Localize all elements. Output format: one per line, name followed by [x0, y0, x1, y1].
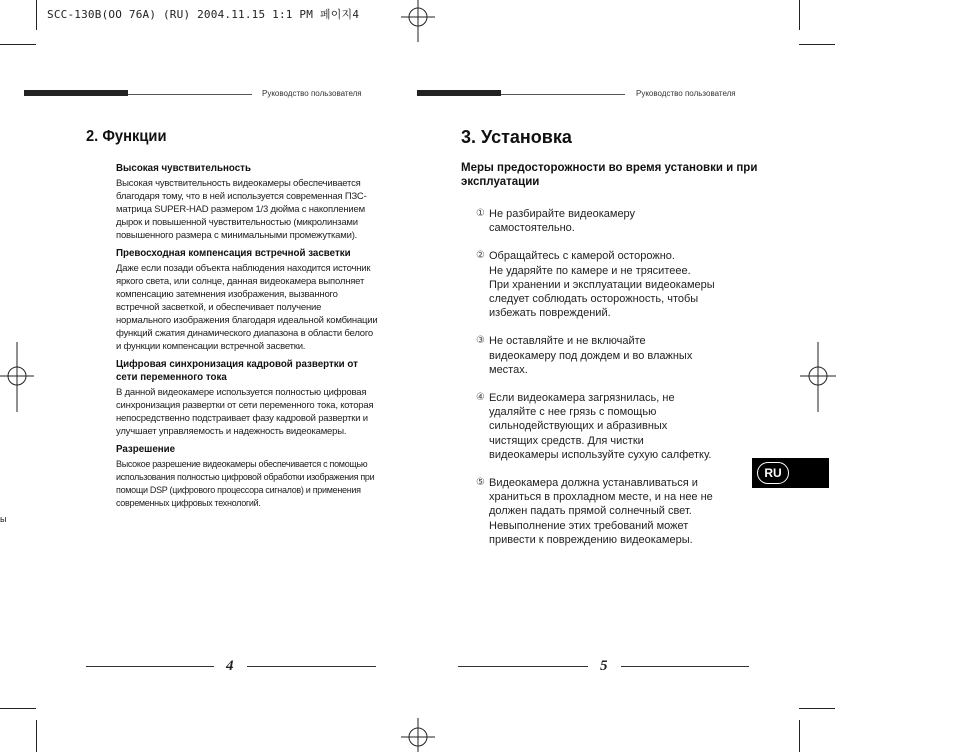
- item-text: Не оставляйте и не включайте видеокамеру под дождем и во влажных местах.: [489, 335, 693, 376]
- running-head-left: Руководство пользователя: [262, 89, 362, 98]
- print-slug: SCC-130B(OO 76A) (RU) 2004.11.15 1:1 PM 페이지4: [47, 8, 360, 21]
- crop-mark: [36, 720, 37, 752]
- feature-text: В данной видеокамере используется полностью цифровая синхронизация развертки от сети переменного тока, которая непосредственно подстраивает фазу кадровой развертки и улучшает управляемость и надежность видеокамеры.: [116, 387, 374, 437]
- precautions-heading: Меры предосторожности во время установки и при эксплуатации: [461, 162, 758, 188]
- registration-mark-icon: [401, 0, 435, 44]
- registration-mark-icon: [401, 718, 435, 752]
- page-title-installation: 3. Установка: [461, 127, 572, 147]
- list-item: [448, 249, 761, 320]
- crop-mark: [0, 708, 36, 709]
- page-number-left: 4: [226, 658, 234, 674]
- footer-rule: [621, 666, 749, 667]
- registration-mark-icon: [800, 342, 836, 412]
- footer-rule: [86, 666, 214, 667]
- crop-mark: [0, 44, 36, 45]
- running-head-right: Руководство пользователя: [636, 89, 736, 98]
- crop-mark: [799, 0, 800, 30]
- header-rule: [501, 94, 625, 95]
- item-text: Видеокамера должна устанавливаться и храниться в прохладном месте, и на нее не должен падать прямой солнечный свет. Невыполнение этих требований может привести к повреждению видеокамеры.: [489, 477, 713, 546]
- item-number: ⑤: [476, 477, 485, 489]
- feature-block: [116, 443, 378, 510]
- crop-mark: [799, 708, 835, 709]
- registration-mark-icon: [0, 342, 34, 412]
- feature-text: Даже если позади объекта наблюдения находится источник яркого света, или солнце, данная видеокамера выполняет компенсацию затемнения изображения, вызванного встречной засветкой, и обеспечивает получение нормального изображения благодаря идеальной комбинации функций сжатия динамического диапазона в области белого и функции компенсации встречной засветки.: [116, 263, 378, 352]
- list-item: [448, 476, 761, 547]
- feature-heading: Превосходная компенсация встречной засветки: [116, 247, 351, 259]
- item-number: ②: [476, 250, 485, 262]
- feature-heading: Высокая чувствительность: [116, 162, 251, 174]
- crop-mark: [36, 0, 37, 30]
- feature-text: Высокая чувствительность видеокамеры обеспечивается благодаря тому, что в ней используется современная ПЗС-матрица SUPER-HAD размером 1/3 дюйма с накоплением дырок и повышенной чувствительностью (микролинзами повышенного размера с минимальными промежутками).: [116, 178, 367, 241]
- item-text: Если видеокамера загрязнилась, не удаляйте с нее грязь с помощью сильнодействующих и абразивных чистящих средств. Для чистки видеокамеры используйте сухую салфетку.: [489, 392, 712, 461]
- list-item: [448, 334, 761, 377]
- item-text: Обращайтесь с камерой осторожно. Не ударяйте по камере и не тряситеее. При хранении и эксплуатации видеокамеры следует соблюдать осторожность, чтобы избежать повреждений.: [489, 250, 715, 320]
- list-item: [448, 391, 761, 462]
- margin-text-fragment: ы: [0, 514, 7, 524]
- item-text: Не разбирайте видеокамеру самостоятельно.: [489, 208, 636, 235]
- header-bar: [417, 90, 501, 96]
- header-bar: [24, 90, 128, 96]
- feature-heading: Разрешение: [116, 443, 176, 455]
- precautions-list: [461, 207, 761, 547]
- features-column: [116, 162, 378, 515]
- page-title-functions: 2. Функции: [86, 128, 167, 145]
- feature-text: Высокое разрешение видеокамеры обеспечивается с помощью использования полностью цифровой обработки изображения при помощи DSP (цифрового процессора сигналов) и применения современных цифровых технологий.: [116, 459, 375, 508]
- precautions-section: [461, 161, 761, 561]
- footer-rule: [458, 666, 588, 667]
- list-item: [448, 207, 761, 235]
- feature-block: [116, 358, 378, 438]
- language-badge: RU: [757, 462, 789, 484]
- feature-block: [116, 162, 378, 242]
- item-number: ④: [476, 392, 485, 404]
- header-rule: [128, 94, 252, 95]
- crop-mark: [799, 720, 800, 752]
- feature-block: [116, 247, 378, 353]
- item-number: ①: [476, 208, 485, 219]
- crop-mark: [799, 44, 835, 45]
- page-number-right: 5: [600, 658, 608, 674]
- item-number: ③: [476, 335, 485, 347]
- language-tab: [752, 458, 829, 488]
- feature-heading: Цифровая синхронизация кадровой развертки от сети переменного тока: [116, 358, 358, 383]
- footer-rule: [247, 666, 376, 667]
